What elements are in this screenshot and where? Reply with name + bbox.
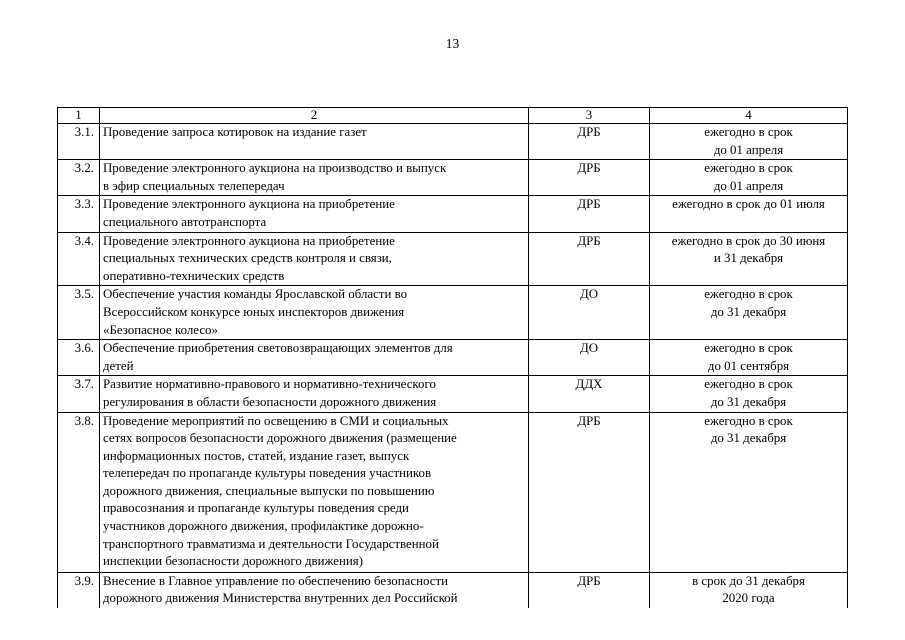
header-cell-number: 1 xyxy=(58,108,100,124)
row-activity: Проведение электронного аукциона на производство и выпуск в эфир специальных телепередач xyxy=(100,160,529,196)
row-number: 3.8. xyxy=(58,412,100,572)
row-term: ежегодно в срок до 01 апреля xyxy=(650,124,848,160)
row-activity: Обеспечение участия команды Ярославской области во Всероссийском конкурсе юных инспекторов движения «Безопасное колесо» xyxy=(100,286,529,340)
row-executor: ДДХ xyxy=(529,376,650,412)
header-cell-executor: 3 xyxy=(529,108,650,124)
row-term: ежегодно в срок до 01 сентября xyxy=(650,340,848,376)
header-cell-term: 4 xyxy=(650,108,848,124)
row-number: 3.3. xyxy=(58,196,100,232)
table-row xyxy=(58,286,848,340)
row-number: 3.1. xyxy=(58,124,100,160)
table-header-row xyxy=(58,108,848,124)
row-term: ежегодно в срок до 01 апреля xyxy=(650,160,848,196)
table-row xyxy=(58,376,848,412)
row-activity: Развитие нормативно-правового и нормативно-технического регулирования в области безопасности дорожного движения xyxy=(100,376,529,412)
row-activity: Проведение электронного аукциона на приобретение специальных технических средств контроля и связи, оперативно-технических средств xyxy=(100,232,529,286)
row-activity: Проведение электронного аукциона на приобретение специального автотранспорта xyxy=(100,196,529,232)
row-executor: ДРБ xyxy=(529,572,650,608)
table-row xyxy=(58,232,848,286)
row-term: ежегодно в срок до 31 декабря xyxy=(650,412,848,572)
row-executor: ДРБ xyxy=(529,412,650,572)
row-executor: ДО xyxy=(529,286,650,340)
page-number: 13 xyxy=(445,36,460,51)
row-number: 3.2. xyxy=(58,160,100,196)
row-number: 3.5. xyxy=(58,286,100,340)
row-number: 3.9. xyxy=(58,572,100,608)
row-executor: ДРБ xyxy=(529,160,650,196)
row-number: 3.6. xyxy=(58,340,100,376)
row-term: ежегодно в срок до 30 июня и 31 декабря xyxy=(650,232,848,286)
row-executor: ДО xyxy=(529,340,650,376)
row-term: ежегодно в срок до 31 декабря xyxy=(650,376,848,412)
measures-table xyxy=(57,107,848,608)
row-number: 3.7. xyxy=(58,376,100,412)
table-row xyxy=(58,160,848,196)
table-row xyxy=(58,412,848,572)
row-activity: Внесение в Главное управление по обеспечению безопасности дорожного движения Министерства внутренних дел Российской xyxy=(100,572,529,608)
table-row xyxy=(58,572,848,608)
row-term: ежегодно в срок до 01 июля xyxy=(650,196,848,232)
row-number: 3.4. xyxy=(58,232,100,286)
table-row xyxy=(58,340,848,376)
row-activity: Обеспечение приобретения световозвращающих элементов для детей xyxy=(100,340,529,376)
row-activity: Проведение запроса котировок на издание газет xyxy=(100,124,529,160)
row-executor: ДРБ xyxy=(529,232,650,286)
row-executor: ДРБ xyxy=(529,196,650,232)
row-executor: ДРБ xyxy=(529,124,650,160)
table-row xyxy=(58,196,848,232)
row-activity: Проведение мероприятий по освещению в СМИ и социальных сетях вопросов безопасности дорожного движения (размещение информационных постов, статей, издание газет, выпуск телепередач по пропаганде культуры поведения участников дорожного движения, специальные выпуски по повышению правосознания и пропаганде культуры поведения среди участников дорожного движения, профилактике дорожно- транспортного травматизма и деятельности Государственной инспекции безопасности дорожного движения) xyxy=(100,412,529,572)
table-row xyxy=(58,124,848,160)
row-term: ежегодно в срок до 31 декабря xyxy=(650,286,848,340)
header-cell-activity: 2 xyxy=(100,108,529,124)
row-term: в срок до 31 декабря 2020 года xyxy=(650,572,848,608)
